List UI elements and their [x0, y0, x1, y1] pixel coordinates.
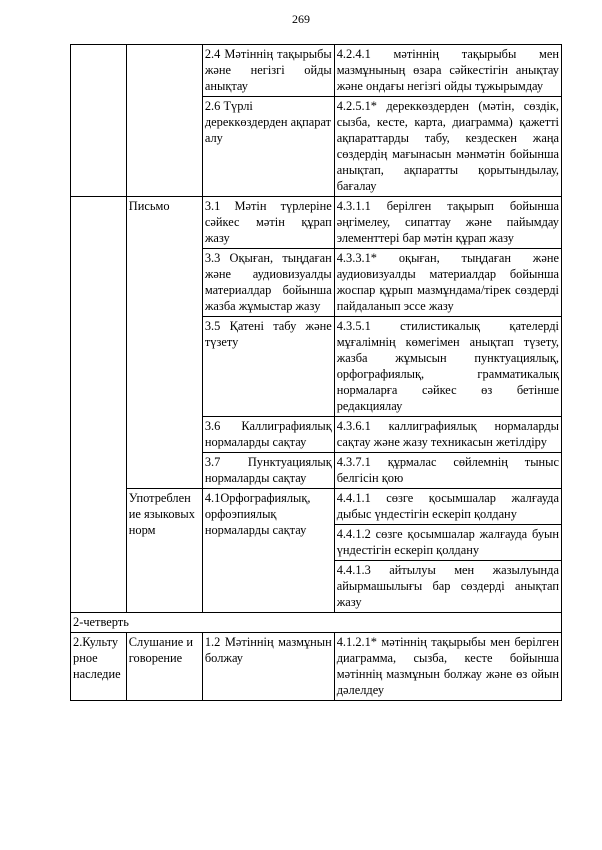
table-row: [71, 489, 562, 525]
table-row: [71, 197, 562, 249]
quarter-row: [71, 613, 562, 633]
section-cell: [71, 197, 127, 613]
outcome-cell: 4.1.2.1* мәтіннің тақырыбы мен берілген диаграмма, сызба, кесте бойынша мәтіннің мазмұнын болжау және өз ойын дәлелдеу: [334, 633, 561, 701]
objective-cell: 4.1Орфографиялық, орфоэпиялық нормаларды сақтау: [202, 489, 334, 613]
section-cell: [71, 45, 127, 197]
skill-cell: Употреблен ие языковых норм: [126, 489, 202, 613]
objective-cell: 3.1 Мәтін түрлеріне сәйкес мәтін құрап жазу: [202, 197, 334, 249]
quarter-heading: 2-четверть: [71, 613, 562, 633]
skill-cell: Письмо: [126, 197, 202, 489]
objective-cell: 2.6 Түрлі дереккөздерден ақпарат алу: [202, 97, 334, 197]
section-cell: 2.Культу рное наследие: [71, 633, 127, 701]
outcome-cell: 4.3.1.1 берілген тақырып бойынша әңгімелеу, сипаттау және пайымдау элементтері бар мәтін құрап жазу: [334, 197, 561, 249]
outcome-cell: 4.2.5.1* дереккөздерден (мәтін, сөздік, сызба, кесте, карта, диаграмма) қажетті ақпараттарды табу, кездескен жаңа сөздердің мағынасын мәнмәтін бойынша анықтап, ақпаратты қорытындылау, бағалау: [334, 97, 561, 197]
table-row: [71, 633, 562, 701]
objective-cell: 2.4 Мәтіннің тақырыбы және негізгі ойды анықтау: [202, 45, 334, 97]
outcome-cell: 4.2.4.1 мәтіннің тақырыбы мен мазмұнының өзара сәйкестігін анықтау және ондағы негізгі ойды тұжырымдау: [334, 45, 561, 97]
skill-cell: [126, 45, 202, 197]
outcome-cell: 4.3.5.1 стилистикалық қателерді мұғалімнің көмегімен анықтап түзету, жазба жұмысын пунктуациялық, орфографиялық, грамматикалық нормаларға сәйкес өз бетінше редакциялау: [334, 317, 561, 417]
objective-cell: 3.6 Каллиграфиялық нормаларды сақтау: [202, 417, 334, 453]
curriculum-table: [70, 44, 562, 701]
outcome-cell: 4.3.6.1 каллиграфиялық нормаларды сақтау және жазу техникасын жетілдіру: [334, 417, 561, 453]
objective-cell: 3.5 Қатені табу және түзету: [202, 317, 334, 417]
outcome-cell: 4.4.1.3 айтылуы мен жазылуында айырмашылығы бар сөздерді анықтап жазу: [334, 561, 561, 613]
page-number: 269: [292, 12, 310, 26]
outcome-cell: 4.4.1.1 сөзге қосымшалар жалғауда дыбыс үндестігін ескеріп қолдану: [334, 489, 561, 525]
outcome-cell: 4.4.1.2 сөзге қосымшалар жалғауда буын үндестігін ескеріп қолдану: [334, 525, 561, 561]
skill-cell: Слушание и говорение: [126, 633, 202, 701]
objective-cell: 1.2 Мәтіннің мазмұнын болжау: [202, 633, 334, 701]
outcome-cell: 4.3.3.1* оқыған, тыңдаған және аудиовизуалды материалдар бойынша жоспар құрып мазмұндама/тірек сөздерді пайдаланып эссе жазу: [334, 249, 561, 317]
table-row: [71, 45, 562, 97]
objective-cell: 3.7 Пунктуациялық нормаларды сақтау: [202, 453, 334, 489]
objective-cell: 3.3 Оқыған, тыңдаған және аудиовизуалды материалдар бойынша жазба жұмыстар жазу: [202, 249, 334, 317]
outcome-cell: 4.3.7.1 құрмалас сөйлемнің тыныс белгісін қою: [334, 453, 561, 489]
